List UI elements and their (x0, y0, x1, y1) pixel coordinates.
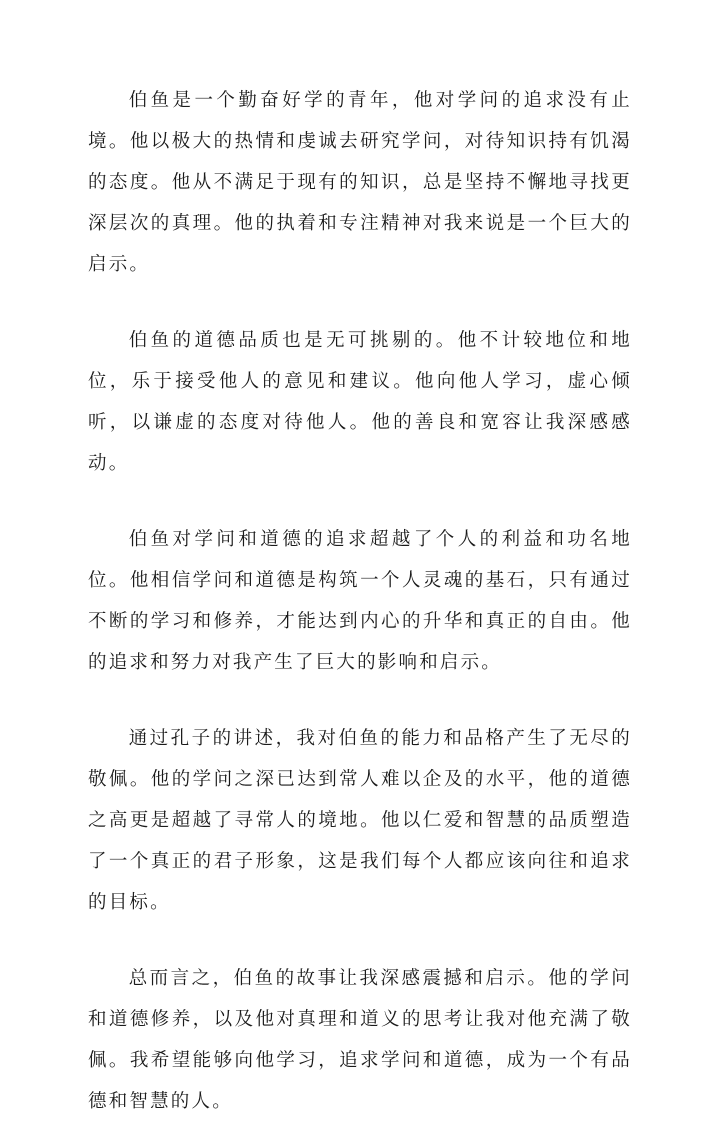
document-body (88, 80, 632, 1122)
paragraph-5: 总而言之，伯鱼的故事让我深感震撼和启示。他的学问和道德修养，以及他对真理和道义的思考让我对他充满了敬佩。我希望能够向他学习，追求学问和道德，成为一个有品德和智慧的人。 (88, 968, 632, 1112)
paragraph-3: 伯鱼对学问和道德的追求超越了个人的利益和功名地位。他相信学问和道德是构筑一个人灵魂的基石，只有通过不断的学习和修养，才能达到内心的升华和真正的自由。他的追求和努力对我产生了巨大的影响和启示。 (88, 529, 632, 673)
paragraph-2: 伯鱼的道德品质也是无可挑剔的。他不计较地位和地位，乐于接受他人的意见和建议。他向他人学习，虚心倾听，以谦虚的态度对待他人。他的善良和宽容让我深感感动。 (88, 330, 632, 474)
paragraph-1: 伯鱼是一个勤奋好学的青年，他对学问的追求没有止境。他以极大的热情和虔诚去研究学问，对待知识持有饥渴的态度。他从不满足于现有的知识，总是坚持不懈地寻找更深层次的真理。他的执着和专注精神对我来说是一个巨大的启示。 (88, 90, 632, 275)
paragraph-4: 通过孔子的讲述，我对伯鱼的能力和品格产生了无尽的敬佩。他的学问之深已达到常人难以企及的水平，他的道德之高更是超越了寻常人的境地。他以仁爱和智慧的品质塑造了一个真正的君子形象，这是我们每个人都应该向往和追求的目标。 (88, 728, 632, 913)
